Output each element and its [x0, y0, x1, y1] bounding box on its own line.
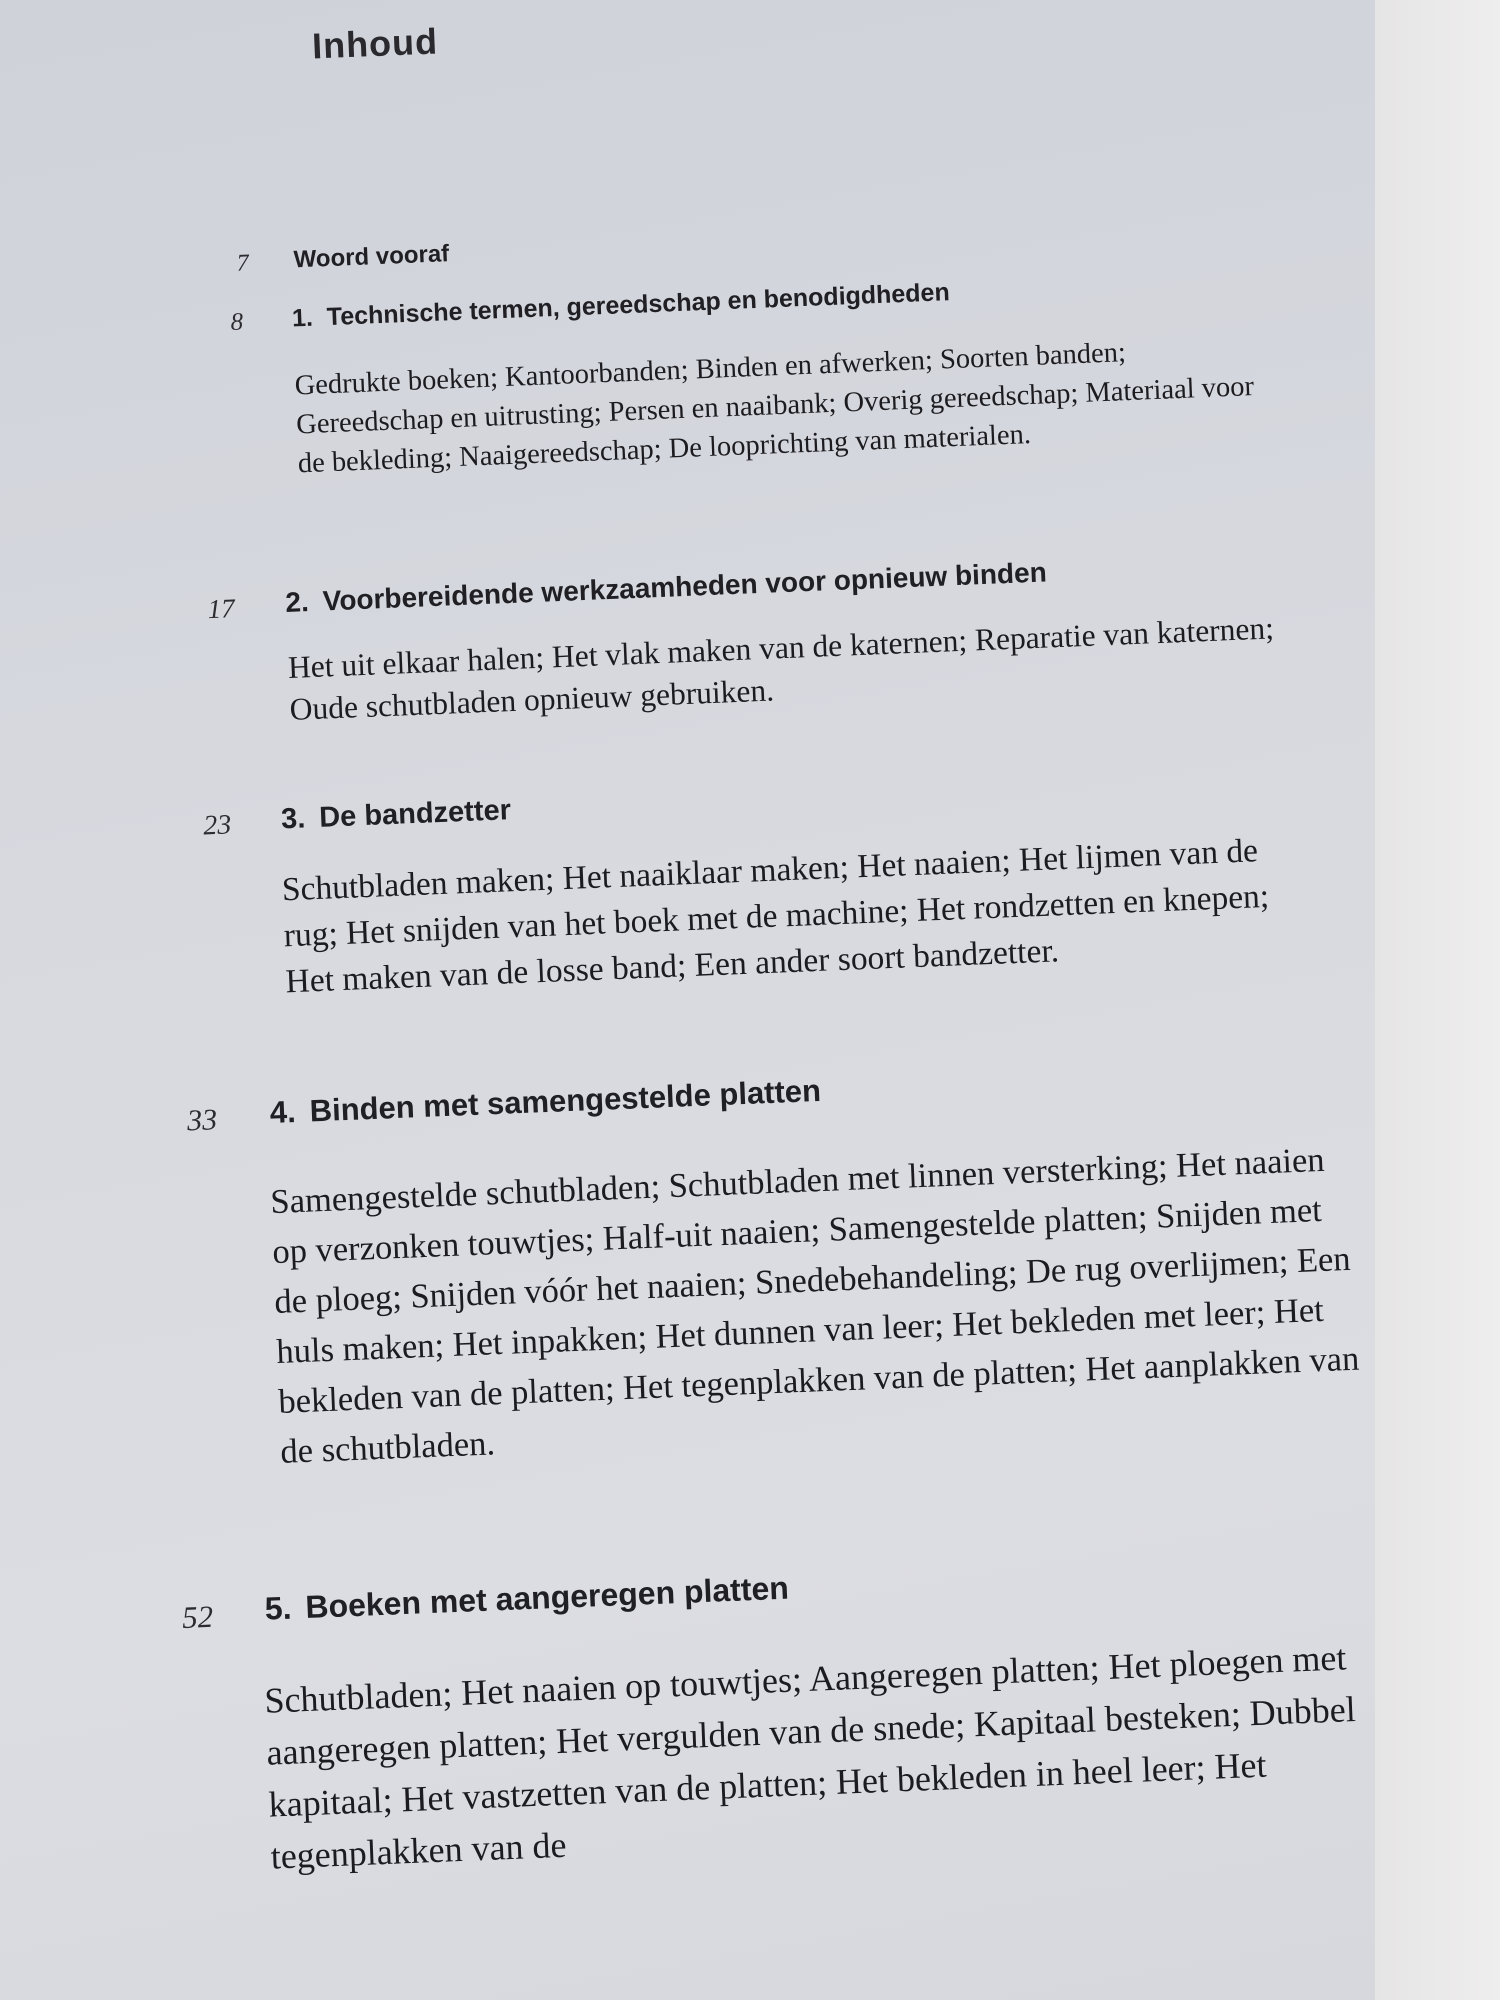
- toc-page-number: 8: [230, 308, 244, 336]
- toc-heading: [293, 240, 450, 274]
- toc-heading-title: De bandzetter: [318, 794, 512, 834]
- toc-heading-title: Woord vooraf: [293, 240, 450, 274]
- toc-page-number: 17: [207, 593, 236, 625]
- toc-heading-number: 4.: [269, 1094, 297, 1131]
- toc-heading-number: 3.: [280, 802, 306, 836]
- toc-entry: [64, 1544, 1438, 1877]
- toc-heading: [291, 278, 950, 333]
- toc-page-number: 52: [181, 1598, 214, 1635]
- toc-entry: [24, 542, 1398, 727]
- toc-heading-number: 1.: [291, 303, 314, 333]
- toc-heading: [280, 794, 511, 836]
- toc-entry: [33, 758, 1407, 1001]
- toc-entry: [10, 203, 1384, 277]
- toc-heading-number: 2.: [284, 586, 310, 619]
- toc-summary: Gedrukte boeken; Kantoorbanden; Binden en afwerken; Soorten banden; Gereedschap en uitrusting; Persen en naaibank; Overig gereedschap; Materiaal voor de bekleding; Naaigereedschap; De looprichting van materialen.: [294, 337, 1255, 480]
- toc-page-number: 23: [202, 809, 232, 842]
- toc-entry: [44, 1049, 1418, 1471]
- toc-summary: Schutbladen maken; Het naaiklaar maken; Het naaien; Het lijmen van de rug; Het snijden van het boek met de machine; Het rondzetten en knepen; Het maken van de losse band; Een ander soort bandzetter.: [281, 832, 1270, 1001]
- page-title: Inhoud: [311, 20, 439, 67]
- toc-page-number: 33: [186, 1103, 218, 1138]
- toc-page-number: 7: [236, 250, 250, 277]
- toc-heading-number: 5.: [264, 1589, 293, 1627]
- toc-heading-title: Boeken met aangeregen platten: [304, 1569, 790, 1626]
- toc-summary: Schutbladen; Het naaien op touwtjes; Aangeregen platten; Het ploegen met aangeregen platten; Het vergulden van de snede; Kapitaal besteken; Dubbel kapitaal; Het vastzetten van de platten; Het bekleden in heel leer; Het tegenplakken van de: [263, 1637, 1357, 1877]
- toc-heading: [285, 556, 1048, 619]
- toc-summary: Het uit elkaar halen; Het vlak maken van de katernen; Reparatie van katernen; Oude schutbladen opnieuw gebruiken.: [287, 610, 1275, 727]
- toc-heading-title: Binden met samengestelde platten: [308, 1072, 822, 1129]
- toc-heading-title: Technische termen, gereedschap en benodigdheden: [326, 278, 951, 332]
- toc-heading: [269, 1073, 821, 1131]
- toc-heading: [264, 1570, 789, 1628]
- toc-summary: Samengestelde schutbladen; Schutbladen met linnen versterking; Het naaien op verzonken touwtjes; Half-uit naaien; Samengestelde platten; Snijden met de ploeg; Snijden vóór het naaien; Snedebehandeling; De rug overlijmen; Een huls maken; Het inpakken; Het dunnen van leer; Het bekleden met leer; Het bekleden van de platten; Het tegenplakken van de platten; Het aanplakken van de schutbladen.: [269, 1140, 1360, 1471]
- toc-heading-title: Voorbereidende werkzaamheden voor opnieuw binden: [322, 556, 1048, 617]
